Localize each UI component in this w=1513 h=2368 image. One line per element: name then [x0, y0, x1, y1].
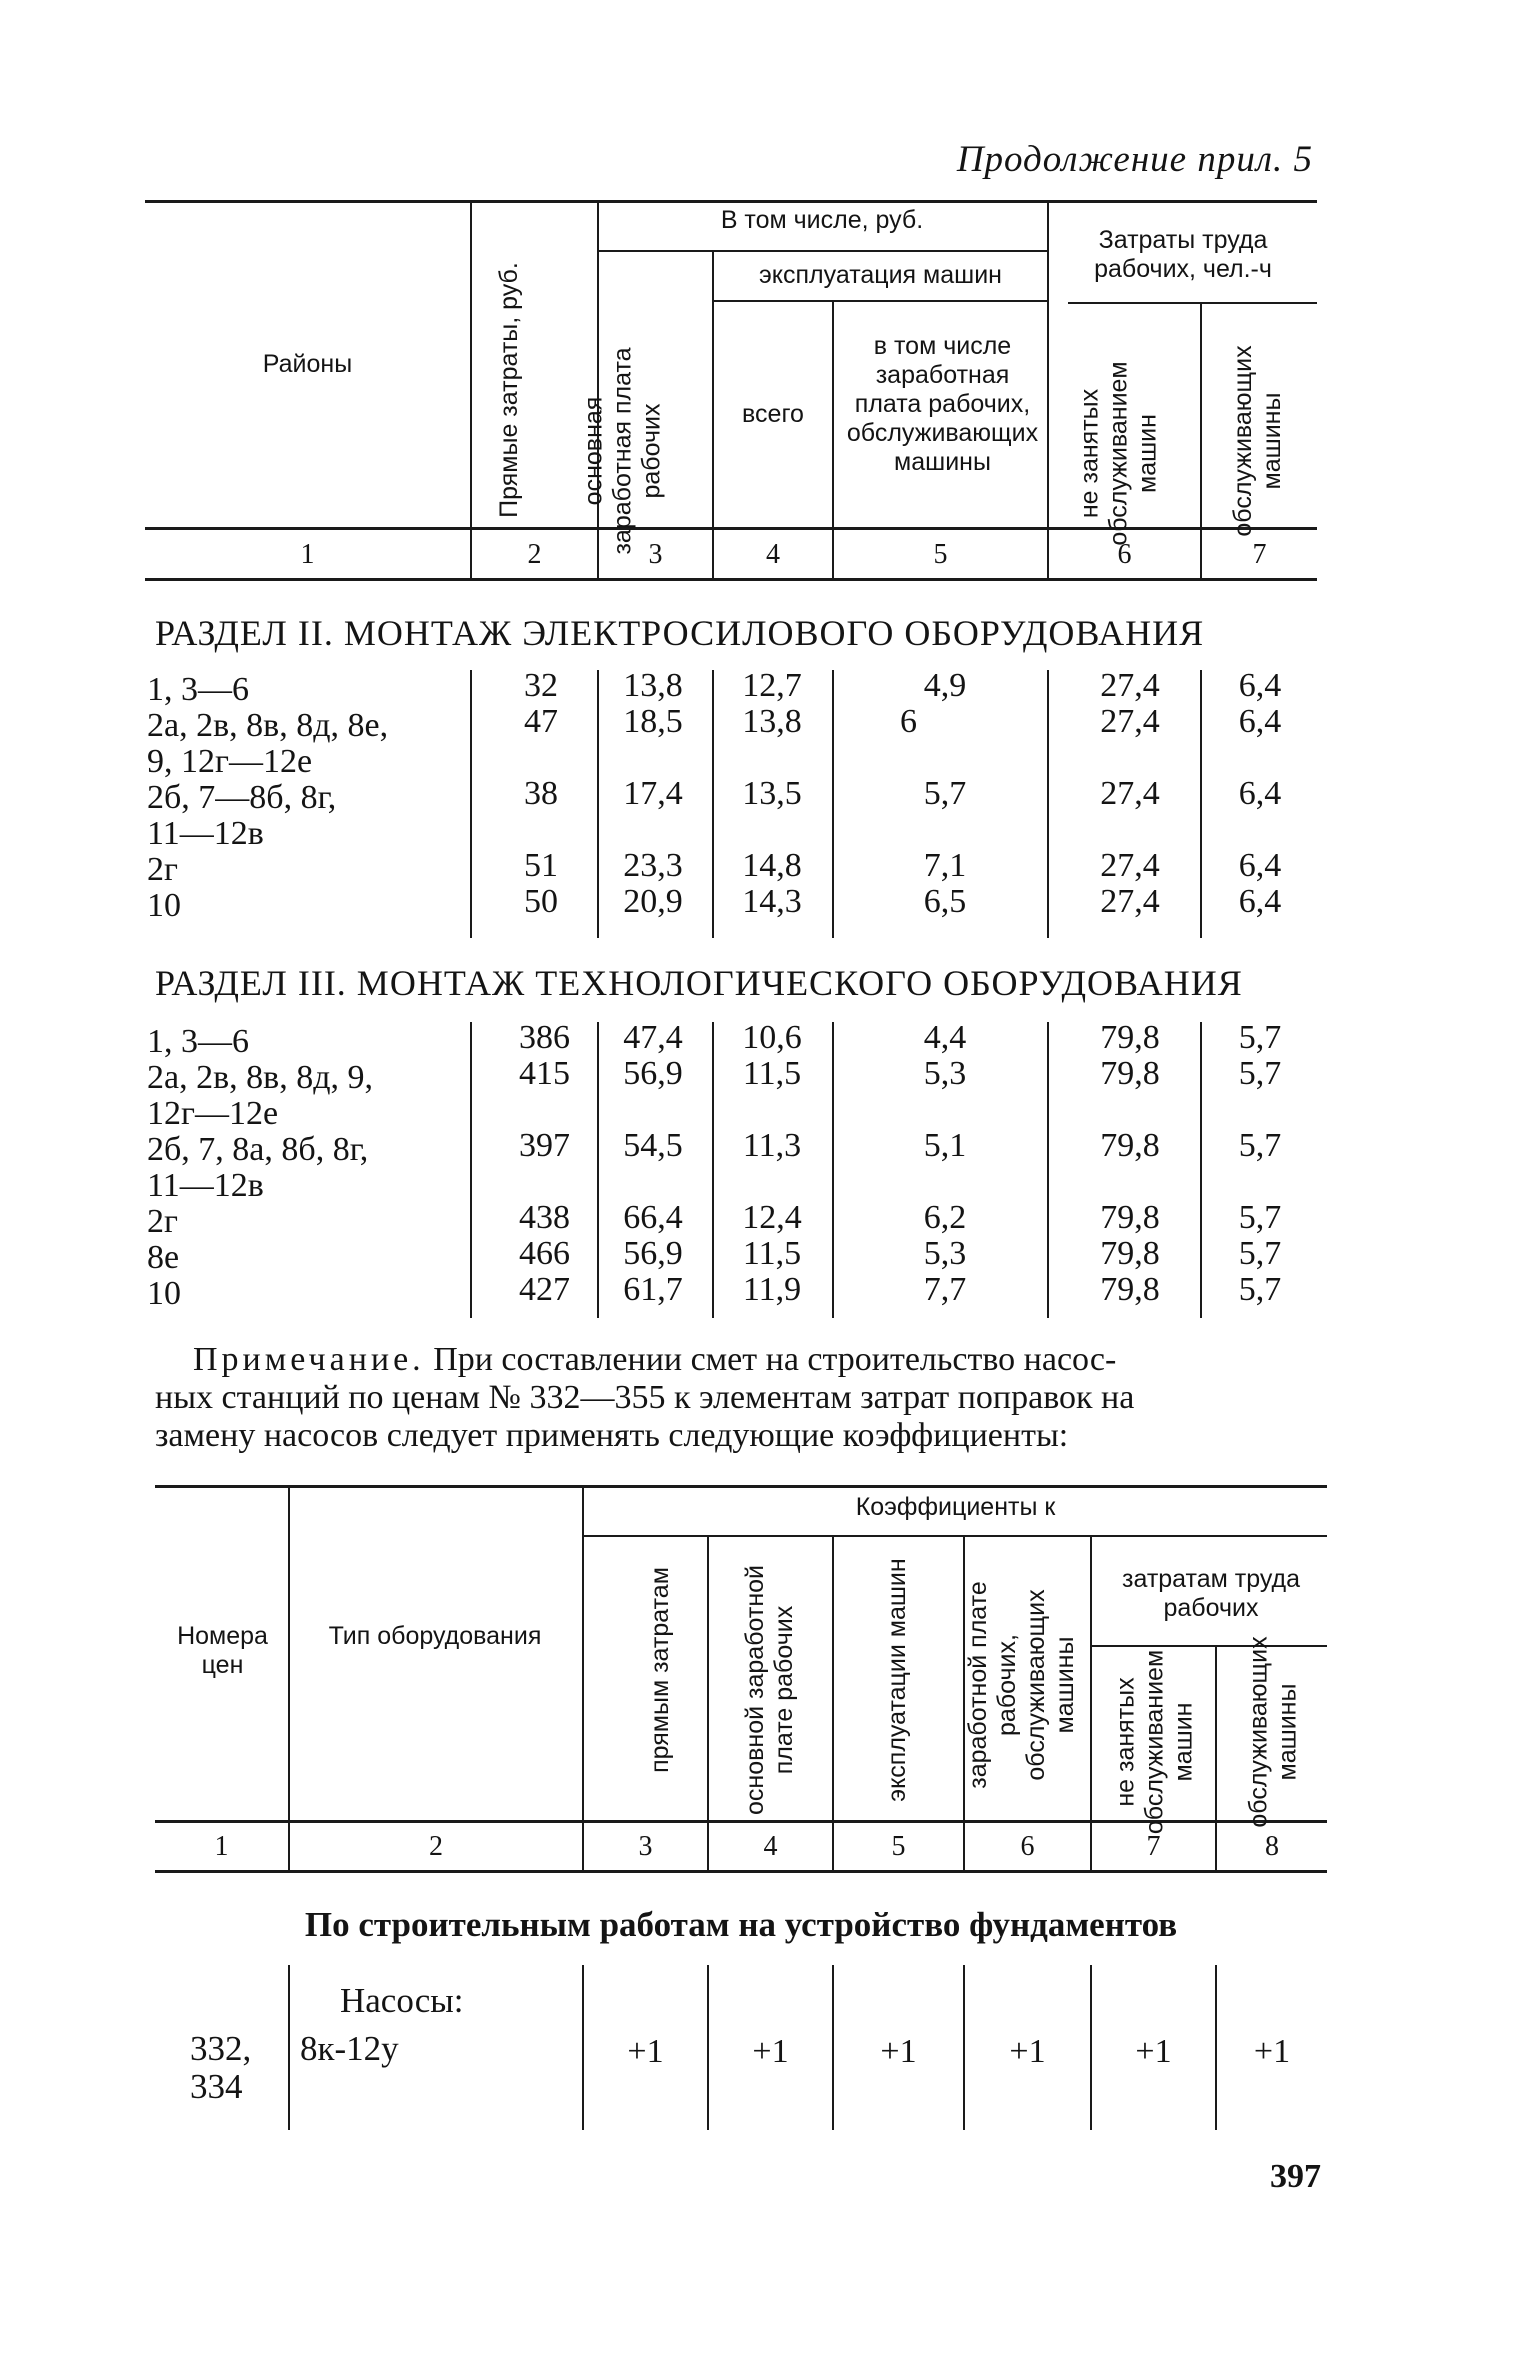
region-cell: 1, 3—6 [147, 671, 249, 708]
coefficient-value: +1 [1009, 2033, 1046, 2070]
header-coef-operation: эксплуатации машин [882, 1558, 911, 1802]
region-cell: 2а, 2в, 8в, 8д, 9, [147, 1059, 373, 1096]
header-coef-machine-serv: обслуживающих машины [1244, 1636, 1302, 1828]
value-cell: 27,4 [1100, 847, 1160, 884]
header-machine-serv: обслуживающих машины [1229, 345, 1286, 537]
price-number: 332, [190, 2029, 252, 2068]
value-cell: 18,5 [623, 703, 683, 740]
value-cell: 38 [524, 775, 558, 812]
col-number: 3 [638, 1831, 653, 1862]
value-cell: 5,3 [923, 1235, 967, 1272]
value-cell: 427 [519, 1271, 570, 1308]
region-cell: 2а, 2в, 8в, 8д, 8е, [147, 707, 389, 744]
header-equipment-type: Тип оборудования [328, 1622, 542, 1650]
section-2-title: РАЗДЕЛ II. МОНТАЖ ЭЛЕКТРОСИЛОВОГО ОБОРУДОВАНИЯ [155, 613, 1205, 653]
value-cell: 6,4 [1238, 883, 1282, 920]
region-cell: 1, 3—6 [147, 1023, 249, 1060]
coefficient-value: +1 [1253, 2033, 1291, 2070]
header-machine-operation: эксплуатация машин [759, 261, 1002, 289]
col-number: 4 [763, 1831, 778, 1862]
construction-section-title: По строительным работам на устройство фундаментов [304, 1905, 1178, 1944]
value-cell: 7,1 [923, 847, 967, 884]
value-cell: 50 [524, 883, 558, 920]
region-cell: 2г [147, 1203, 178, 1240]
region-cell: 10 [147, 1275, 181, 1312]
value-cell: 27,4 [1100, 775, 1160, 812]
section-3-title: РАЗДЕЛ III. МОНТАЖ ТЕХНОЛОГИЧЕСКОГО ОБОРУДОВАНИЯ [155, 963, 1243, 1003]
value-cell: 13,8 [742, 703, 802, 740]
value-cell: 56,9 [623, 1055, 683, 1092]
price-number: 334 [190, 2067, 243, 2106]
region-cell: 2г [147, 851, 178, 888]
col-number: 5 [933, 539, 948, 570]
value-cell: 56,9 [623, 1235, 683, 1272]
col-number: 5 [891, 1831, 906, 1862]
value-cell: 79,8 [1100, 1199, 1160, 1236]
coefficient-value: +1 [752, 2033, 789, 2070]
value-cell: 5,7 [1238, 1271, 1282, 1308]
value-cell: 6,4 [1238, 703, 1282, 740]
value-cell: 14,3 [742, 883, 802, 920]
value-cell: 11,3 [742, 1127, 802, 1164]
value-cell: 5,7 [1238, 1235, 1282, 1272]
value-cell: 61,7 [623, 1271, 683, 1308]
value-cell: 6 [900, 703, 917, 740]
value-cell: 13,8 [623, 667, 683, 704]
note-line-2: ных станций по ценам № 332—355 к элементам затрат поправок на [155, 1379, 1135, 1416]
col-number: 1 [300, 539, 315, 570]
region-cell: 8е [147, 1239, 180, 1276]
note-label: Примечание. [193, 1341, 425, 1378]
value-cell: 6,4 [1238, 775, 1282, 812]
value-cell: 27,4 [1100, 883, 1160, 920]
value-cell: 20,9 [623, 883, 683, 920]
header-not-machine: не занятых обслуживанием машин [1075, 361, 1162, 546]
value-cell: 5,7 [1238, 1019, 1282, 1056]
coefficient-value: +1 [880, 2033, 917, 2070]
value-cell: 6,4 [1238, 667, 1282, 704]
value-cell: 6,2 [923, 1199, 967, 1236]
value-cell: 4,4 [923, 1019, 967, 1056]
col-number: 4 [766, 539, 780, 570]
header-coef-machine-wages: заработной плате рабочих, обслуживающих машины [964, 1581, 1079, 1789]
value-cell: 14,8 [742, 847, 802, 884]
region-cell: 9, 12г—12е [147, 743, 313, 780]
value-cell: 79,8 [1100, 1019, 1160, 1056]
value-cell: 5,1 [923, 1127, 967, 1164]
value-cell: 4,9 [923, 667, 967, 704]
col-number: 6 [1117, 539, 1132, 570]
header-coef-direct: прямым затратам [645, 1567, 674, 1773]
value-cell: 27,4 [1100, 667, 1160, 704]
value-cell: 6,4 [1238, 847, 1282, 884]
equipment-type: 8к-12у [300, 2029, 399, 2068]
group-label: Насосы: [340, 1981, 464, 2020]
value-cell: 5,7 [1238, 1055, 1282, 1092]
header-including: В том числе, руб. [720, 206, 924, 234]
coefficient-value: +1 [1135, 2033, 1172, 2070]
value-cell: 79,8 [1100, 1127, 1160, 1164]
value-cell: 386 [519, 1019, 570, 1056]
region-cell: 12г—12е [147, 1095, 279, 1132]
note-line-1 [193, 1342, 1116, 1378]
value-cell: 79,8 [1100, 1055, 1160, 1092]
header-regions: Районы [262, 350, 353, 378]
value-cell: 54,5 [623, 1127, 683, 1164]
value-cell: 5,7 [923, 775, 967, 812]
value-cell: 5,7 [1238, 1199, 1282, 1236]
header-price-numbers: Номера цен [177, 1622, 268, 1679]
header-direct-costs: Прямые затраты, руб. [494, 262, 523, 518]
value-cell: 27,4 [1100, 703, 1160, 740]
header-coefficients: Коэффициенты к [855, 1493, 1056, 1521]
value-cell: 5,7 [1238, 1127, 1282, 1164]
value-cell: 79,8 [1100, 1271, 1160, 1308]
page-number: 397 [1270, 2158, 1321, 2195]
note-line-3: замену насосов следует применять следующие коэффициенты: [155, 1417, 1069, 1454]
value-cell: 23,3 [623, 847, 683, 884]
col-number: 3 [648, 539, 663, 570]
header-coef-labor: затратам труда рабочих [1122, 1565, 1300, 1622]
value-cell: 47 [524, 703, 558, 740]
header-base-wages: основная заработная плата рабочих [579, 347, 665, 555]
col-number: 2 [429, 1831, 443, 1862]
region-cell: 2б, 7, 8а, 8б, 8г, [147, 1131, 369, 1168]
value-cell: 11,5 [742, 1235, 802, 1272]
value-cell: 415 [519, 1055, 570, 1092]
value-cell: 11,9 [742, 1271, 802, 1308]
header-machine-wages: в том числе заработная плата рабочих, обслуживающих машины [846, 332, 1039, 476]
header-coef-base-wages: основной заработной плате рабочих [741, 1565, 798, 1815]
value-cell: 66,4 [623, 1199, 683, 1236]
header-total: всего [742, 400, 804, 428]
coefficient-value: +1 [627, 2033, 664, 2070]
value-cell: 466 [519, 1235, 570, 1272]
value-cell: 51 [524, 847, 558, 884]
region-cell: 11—12в [147, 815, 264, 852]
value-cell: 79,8 [1100, 1235, 1160, 1272]
value-cell: 10,6 [742, 1019, 802, 1056]
value-cell: 13,5 [742, 775, 802, 812]
value-cell: 32 [524, 667, 558, 704]
value-cell: 438 [519, 1199, 570, 1236]
header-coef-not-machine: не занятых обслуживанием машин [1111, 1649, 1197, 1835]
note-text-1: При составлении смет на строительство насос- [433, 1341, 1117, 1378]
value-cell: 12,4 [742, 1199, 802, 1236]
value-cell: 11,5 [742, 1055, 802, 1092]
value-cell: 5,3 [923, 1055, 967, 1092]
value-cell: 17,4 [623, 775, 683, 812]
value-cell: 397 [519, 1127, 570, 1164]
value-cell: 6,5 [923, 883, 967, 920]
col-number: 6 [1020, 1831, 1035, 1862]
col-number: 2 [527, 539, 542, 570]
region-cell: 11—12в [147, 1167, 264, 1204]
continuation-label: Продолжение прил. 5 [956, 139, 1313, 180]
value-cell: 7,7 [923, 1271, 967, 1308]
value-cell: 12,7 [742, 667, 802, 704]
region-cell: 10 [147, 887, 181, 924]
region-cell: 2б, 7—8б, 8г, [147, 779, 337, 816]
col-number: 7 [1146, 1831, 1161, 1862]
col-number: 8 [1265, 1831, 1279, 1862]
header-labor-costs: Затраты труда рабочих, чел.-ч [1094, 226, 1272, 283]
value-cell: 47,4 [623, 1019, 683, 1056]
col-number: 1 [214, 1831, 229, 1862]
col-number: 7 [1252, 539, 1267, 570]
